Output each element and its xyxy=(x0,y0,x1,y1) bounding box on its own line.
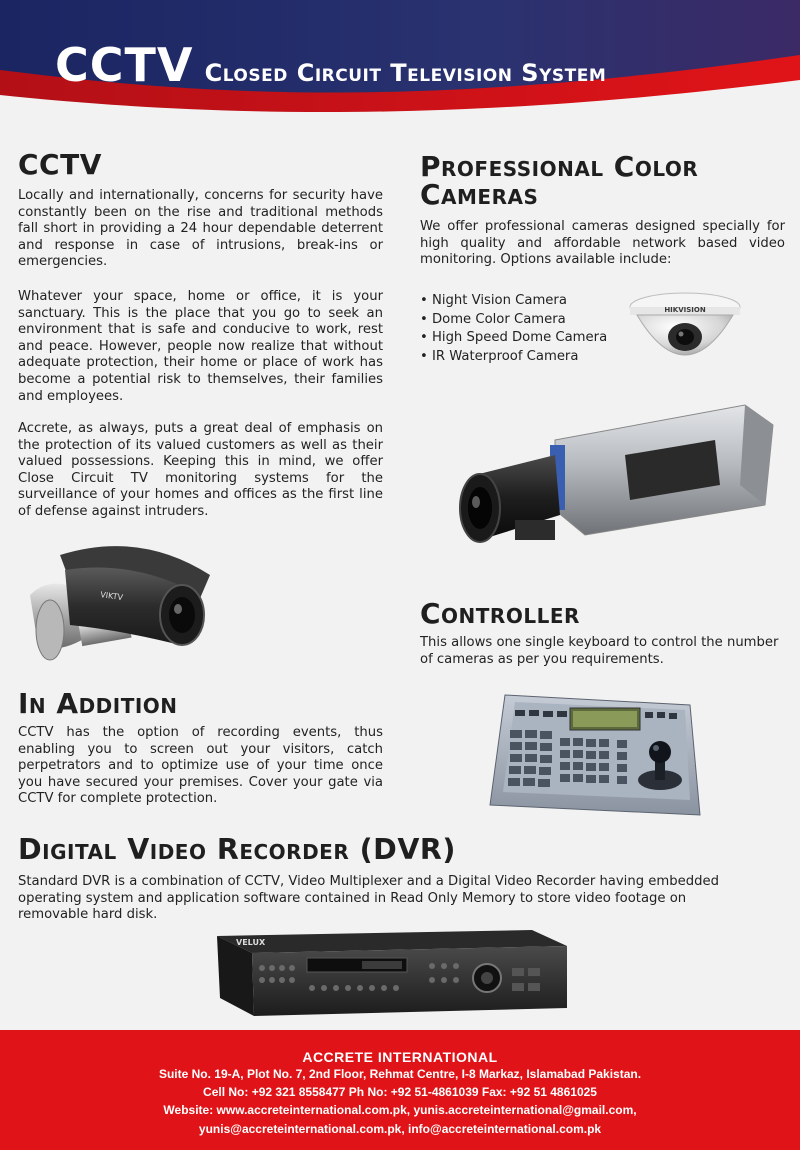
controller-keyboard-image xyxy=(485,690,705,825)
footer-phones: Cell No: +92 321 8558477 Ph No: +92 51-4861039 Fax: +92 51 4861025 xyxy=(203,1085,597,1100)
dvr-text: Standard DVR is a combination of CCTV, Video Multiplexer and a Digital Video Recorder having embedded operating system and application software contained in Read Only Memory to store video footage on removable hard disk. xyxy=(18,874,719,923)
addition-text: CCTV has the option of recording events, thus enabling you to screen out your visitors, catch perpetrators and to optimize use of your time once you have secured your premises. Cover your gate via CCTV for complete protection. xyxy=(18,725,383,807)
camera-option-item: • Dome Color Camera xyxy=(420,311,607,330)
footer-emails: yunis@accreteinternational.com.pk, info@accreteinternational.com.pk xyxy=(198,1121,602,1136)
cctv-paragraph-2: Whatever your space, home or office, it is your sanctuary. This is the place that you go to seek an environment that is safe and conducive to work, rest and peace. However, people now realize that without adequate protection, their home or place of work has become a potential risk to themselves, their families and employees. xyxy=(18,289,383,404)
footer-company-name: ACCRETE INTERNATIONAL xyxy=(302,1049,498,1065)
camera-option-item: • Night Vision Camera xyxy=(420,292,607,311)
page-title xyxy=(55,38,606,92)
bullet-camera-brand: VIKTV xyxy=(99,590,124,603)
title-subtitle: Closed Circuit Television System xyxy=(204,59,607,87)
dvr-heading: Digital Video Recorder (DVR) xyxy=(18,833,456,866)
cctv-paragraph-1: Locally and internationally, concerns for security have constantly been on the rise and traditional methods fall short in providing a 24 hour dependable deterrent and response in case of intrusions, break-ins or emergencies. xyxy=(18,188,383,270)
dvr-image xyxy=(212,928,572,1020)
addition-heading: In Addition xyxy=(18,687,178,720)
dome-camera-image xyxy=(625,285,745,380)
footer-address: Suite No. 19-A, Plot No. 7, 2nd Floor, Rehmat Centre, I-8 Markaz, Islamabad Pakistan. xyxy=(158,1067,642,1081)
professional-intro: We offer professional cameras designed specially for high quality and affordable network based video monitoring. Options available include: xyxy=(420,219,785,268)
camera-option-item: • IR Waterproof Camera xyxy=(420,348,607,367)
dome-camera-brand: HIKVISION xyxy=(664,306,706,314)
page-header xyxy=(0,0,800,122)
camera-option-item: • High Speed Dome Camera xyxy=(420,329,607,348)
cctv-heading: CCTV xyxy=(18,148,102,181)
footer-website: Website: www.accreteinternational.com.pk, yunis.accreteinternational@gmail.com, xyxy=(163,1103,637,1118)
camera-options-list xyxy=(420,292,607,366)
dvr-brand: VELUX xyxy=(236,938,266,947)
bullet-camera-image xyxy=(20,535,215,670)
controller-heading: Controller xyxy=(420,597,580,630)
page-footer xyxy=(0,1030,800,1150)
professional-heading-line-2: Cameras xyxy=(420,178,539,211)
cctv-paragraph-3: Accrete, as always, puts a great deal of emphasis on the protection of its valued customers as well as their valued possessions. Keeping this in mind, we offer Close Circuit TV monitoring systems for the surveillance of your homes and offices as the first line of defense against intruders. xyxy=(18,421,383,519)
professional-heading-line-1: Professional Color xyxy=(420,150,699,183)
box-camera-image xyxy=(455,400,775,560)
controller-text: This allows one single keyboard to control the number of cameras as per you requirements. xyxy=(420,635,779,667)
title-cctv: CCTV xyxy=(55,38,194,92)
